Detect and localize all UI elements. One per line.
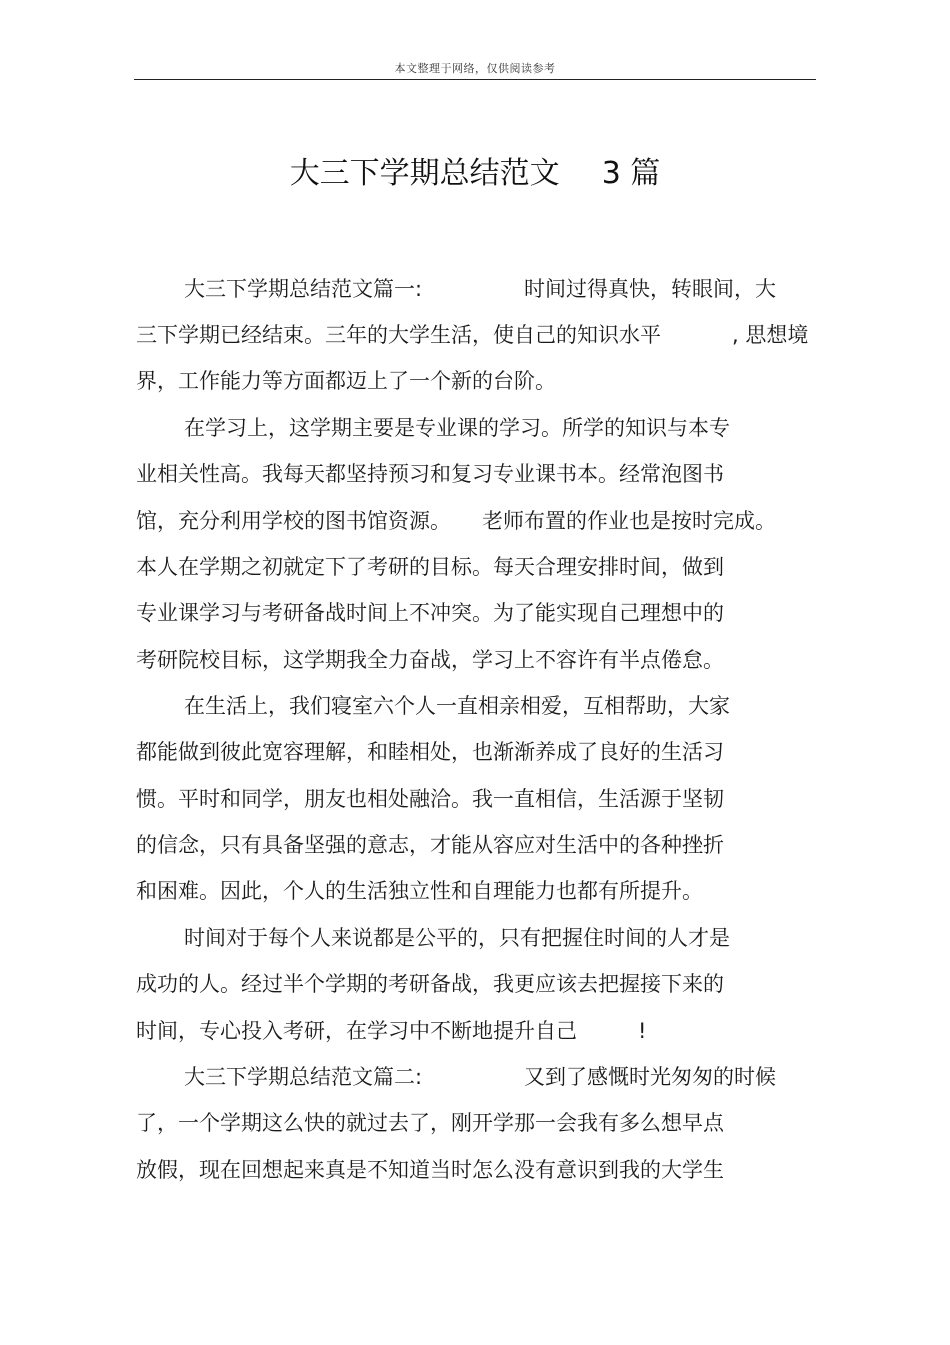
line-text: 馆，充分利用学校的图书馆资源。 [136, 509, 451, 533]
line-text: 时间对于每个人来说都是公平的，只有把握住时间的人才是 [184, 926, 730, 950]
line-text: 成功的人。经过半个学期的考研备战，我更应该去把握接下来的 [136, 972, 724, 996]
line-text: 时间，专心投入考研，在学习中不断地提升自己 [136, 1019, 577, 1043]
header-note: 本文整理于网络，仅供阅读参考 [394, 62, 556, 75]
document-title [0, 150, 950, 198]
body-line [136, 969, 724, 999]
body-line [136, 737, 724, 767]
body-line [136, 598, 724, 628]
line-text: 本人在学期之初就定下了考研的目标。每天合理安排时间，做到 [136, 555, 724, 579]
body-line [184, 413, 730, 443]
body-line [136, 1108, 724, 1138]
line-text: 又到了感慨时光匆匆的时候 [524, 1065, 776, 1089]
section-heading-one: 大三下学期总结范文篇一: [184, 277, 423, 301]
body-line [184, 1062, 422, 1092]
line-text: 时间过得真快，转眼间，大 [524, 277, 776, 301]
line-text: 放假，现在回想起来真是不知道当时怎么没有意识到我的大学生 [136, 1158, 724, 1182]
line-text: 的信念，只有具备坚强的意志，才能从容应对生活中的各种挫折 [136, 833, 724, 857]
line-text: 专业课学习与考研备战时间上不冲突。为了能实现自己理想中的 [136, 601, 724, 625]
line-text: 老师布置的作业也是按时完成。 [482, 509, 776, 533]
line-text: 在学习上，这学期主要是专业课的学习。所学的知识与本专 [184, 416, 730, 440]
body-line [482, 506, 776, 536]
line-text: 都能做到彼此宽容理解，和睦相处，也渐渐养成了良好的生活习 [136, 740, 724, 764]
line-text: , 思想境 [732, 323, 809, 347]
body-line [638, 1016, 646, 1046]
body-line [136, 320, 661, 350]
line-text: 界，工作能力等方面都迈上了一个新的台阶。 [136, 369, 556, 393]
section-heading-two: 大三下学期总结范文篇二: [184, 1065, 423, 1089]
body-line [136, 552, 724, 582]
title-main: 大三下学期总结范文 [289, 156, 560, 191]
line-text: 业相关性高。我每天都坚持预习和复习专业课书本。经常泡图书 [136, 462, 724, 486]
header-divider [134, 79, 816, 80]
body-line [136, 645, 724, 675]
body-line [524, 1062, 776, 1092]
body-line [136, 366, 556, 396]
body-line [184, 274, 422, 304]
line-text: 在生活上，我们寝室六个人一直相亲相爱，互相帮助，大家 [184, 694, 730, 718]
title-count: 3 篇 [601, 156, 661, 191]
line-text: 三下学期已经结束。三年的大学生活，使自己的知识水平 [136, 323, 661, 347]
line-text: 惯。平时和同学，朋友也相处融洽。我一直相信，生活源于坚韧 [136, 787, 724, 811]
body-line [136, 830, 724, 860]
line-text: ! [638, 1019, 647, 1043]
body-line [136, 506, 451, 536]
line-text: 了，一个学期这么快的就过去了，刚开学那一会我有多么想早点 [136, 1111, 724, 1135]
line-text: 和困难。因此，个人的生活独立性和自理能力也都有所提升。 [136, 879, 703, 903]
body-line [136, 876, 703, 906]
body-line [136, 1016, 577, 1046]
body-line [184, 691, 730, 721]
body-line [136, 1155, 724, 1185]
body-line [732, 320, 808, 350]
body-line [524, 274, 776, 304]
body-line [184, 923, 730, 953]
line-text: 考研院校目标，这学期我全力奋战，学习上不容许有半点倦怠。 [136, 648, 724, 672]
body-line [136, 459, 724, 489]
body-line [136, 784, 724, 814]
